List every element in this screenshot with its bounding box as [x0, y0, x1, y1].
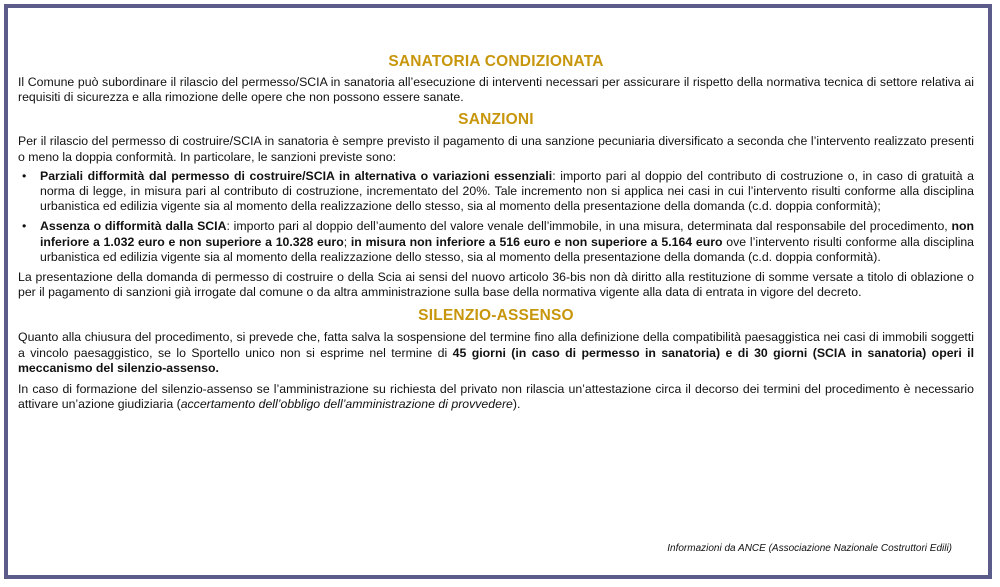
section-sanatoria	[18, 52, 974, 105]
silenzio-p2-italic: accertamento dell’obbligo dell’amministrazione di provvedere	[180, 397, 513, 412]
item2-text3: ove l’intervento risulti conforme alla disciplina urbanistica ed edilizia vigente sia al momento della realizzazione dello stesso, sia al momento della presentazione della domanda (c.d. doppia conformità).	[40, 234, 975, 264]
paragraph-sanzioni-closing: La presentazione della domanda di permesso di costruire o della Scia ai sensi del nuovo articolo 36-bis non dà diritto alla restituzione di somme versate a titolo di oblazione o per il pagamento di sanzioni già irrogate dal comune o da altra amministrazione sulla base della normativa vigente alla data di entrata in vigore del decreto.	[18, 270, 974, 300]
heading-sanatoria: SANATORIA CONDIZIONATA	[388, 53, 604, 70]
paragraph-silenzio-2	[18, 382, 974, 412]
item2-bold2: non inferiore a 1.032 euro e non superiore a 10.328 euro	[40, 219, 974, 249]
paragraph-sanzioni-intro: Per il rilascio del permesso di costruire/SCIA in sanatoria è sempre previsto il pagamento di una sanzione pecuniaria diversificato a seconda che l’intervento realizzato presenti o meno la doppia conformità. In particolare, le sanzioni previste sono:	[18, 134, 974, 164]
section-silenzio-assenso	[18, 306, 974, 412]
silenzio-p1-text: Quanto alla chiusura del procedimento, si prevede che, fatta salva la sospensione del termine fino alla definizione della compatibilità paesaggistica nei casi di immobili soggetti a vincolo paesaggistico, se lo Sportello unico non si esprime nel termine di	[18, 330, 974, 360]
sanzioni-list	[18, 169, 974, 265]
bullet-icon: •	[22, 168, 27, 183]
silenzio-p2-text: In caso di formazione del silenzio-assenso se l’amministrazione su richiesta del privato non rilascia un’attestazione circa il decorso dei termini del procedimento è necessario attivare un’azione giudiziaria (	[18, 382, 974, 412]
heading-silenzio-assenso: SILENZIO-ASSENSO	[418, 307, 574, 325]
heading-sanzioni: SANZIONI	[458, 111, 534, 129]
document-frame	[4, 4, 992, 579]
list-item	[18, 219, 974, 265]
silenzio-p2-end: ).	[512, 397, 521, 412]
source-credit: Informazioni da ANCE (Associazione Nazionale Costruttori Edili)	[667, 543, 952, 554]
document-content	[18, 52, 974, 412]
item1-text: : importo pari al doppio del contributo di costruzione o, in caso di gratuità a norma di legge, in misura pari al contributo di costruzione, incrementato del 20%. Tale incremento non si applica nei casi in cui l’intervento risulti conforme alla disciplina urbanistica ed edilizia vigente sia al momento della realizzazione dello stesso, sia al momento della presentazione della domanda (c.d. doppia conformità);	[40, 168, 974, 214]
paragraph-sanatoria: Il Comune può subordinare il rilascio del permesso/SCIA in sanatoria all’esecuzione di interventi necessari per assicurare il rispetto della normativa tecnica di settore relativa ai requisiti di sicurezza e alla rimozione delle opere che non possono essere sanate.	[18, 75, 974, 105]
bullet-icon: •	[22, 219, 27, 234]
item2-bold1: Assenza o difformità dalla SCIA	[40, 219, 227, 234]
item2-text1: : importo pari al doppio dell’aumento del valore venale dell’immobile, in una misura, determinata dal responsabile del procedimento,	[226, 219, 952, 234]
item1-bold: Parziali difformità dal permesso di costruire/SCIA in alternativa o variazioni essenziali	[40, 168, 553, 183]
paragraph-silenzio-1	[18, 330, 974, 376]
section-sanzioni	[18, 110, 974, 300]
item2-text2: ;	[343, 234, 351, 249]
item2-bold3: in misura non inferiore a 516 euro e non superiore a 5.164 euro	[350, 234, 723, 249]
list-item	[18, 169, 974, 215]
silenzio-p1-bold: 45 giorni (in caso di permesso in sanatoria) e di 30 giorni (SCIA in sanatoria) operi il meccanismo del silenzio-assenso.	[18, 345, 974, 375]
